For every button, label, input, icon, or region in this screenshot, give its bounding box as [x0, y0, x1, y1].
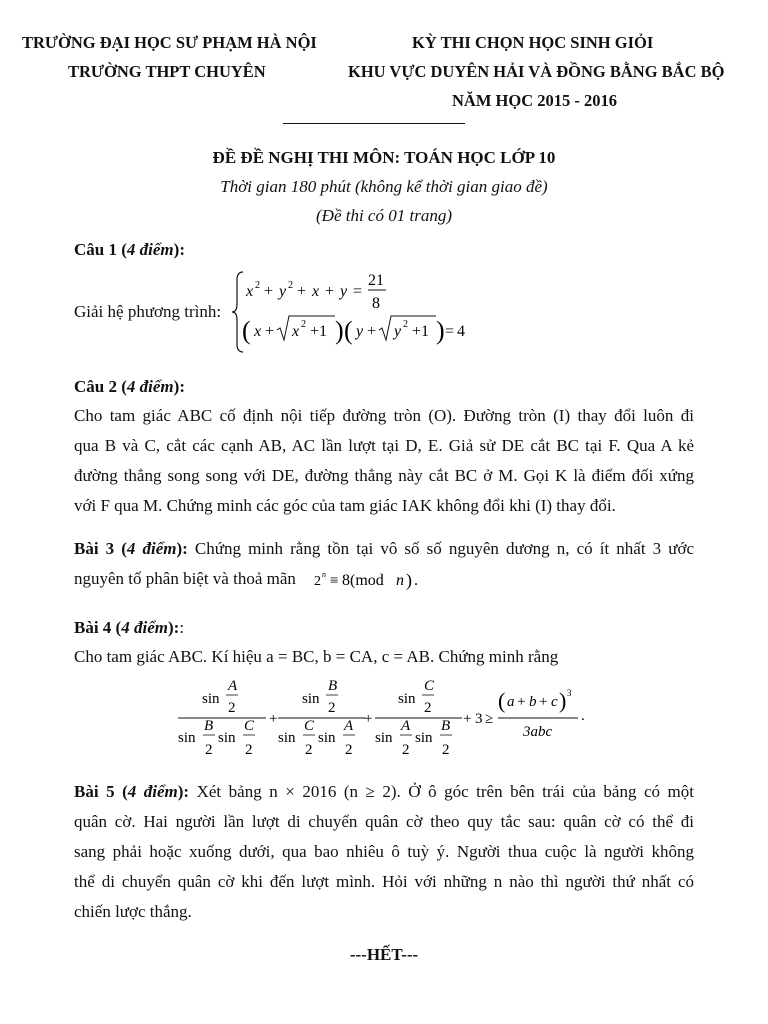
svg-text:sin: sin [318, 730, 336, 746]
svg-text:+: + [325, 283, 335, 300]
svg-text:y: y [356, 323, 364, 340]
svg-text:2: 2 [255, 280, 260, 291]
svg-text:+: + [463, 711, 472, 727]
svg-text:sin: sin [375, 730, 393, 746]
svg-text:sin: sin [218, 730, 236, 746]
svg-text:x: x [312, 283, 320, 300]
q2-body [74, 401, 694, 521]
svg-text:sin: sin [302, 691, 320, 707]
q5-line-1: Bài 5 (4 điểm): Xét bảng n × 2016 (n ≥ 2). Ở ô góc trên bên trái của bảng có một [74, 782, 694, 801]
svg-text:+: + [364, 711, 373, 727]
svg-text:b: b [529, 694, 537, 710]
svg-text:2: 2 [228, 700, 236, 716]
svg-text:2: 2 [345, 742, 353, 758]
svg-text:n: n [322, 570, 326, 579]
svg-text:2: 2 [314, 574, 321, 589]
q3-body [74, 534, 694, 564]
svg-text:+: + [264, 283, 274, 300]
svg-text:2: 2 [205, 742, 213, 758]
q1-lead: Giải hệ phương trình: [74, 302, 222, 321]
svg-text:C: C [244, 718, 255, 734]
svg-text:≥: ≥ [485, 711, 494, 727]
svg-text:=: = [445, 323, 455, 340]
svg-text:): ) [406, 570, 412, 590]
svg-text:2: 2 [424, 700, 432, 716]
q5-line-3: sang phải hoặc xuống dưới, qua bao nhiêu ô tuỳ ý. Người thua cuộc là người không [74, 842, 694, 861]
end-mark: ---HẾT--- [349, 945, 419, 964]
q2-line-3: đường thẳng song song với DE, đường thẳng này cắt BC ở M. Gọi K là điểm đối xứng [74, 466, 694, 485]
school-subname: TRƯỜNG THPT CHUYÊN [68, 62, 266, 81]
exam-title: ĐỀ ĐỀ NGHỊ THI MÔN: TOÁN HỌC LỚP 10 [212, 148, 556, 167]
header-divider [283, 123, 465, 124]
svg-text:2: 2 [328, 700, 336, 716]
svg-text:B: B [441, 718, 451, 734]
q3-formula [312, 566, 422, 592]
svg-text:+1: +1 [310, 323, 328, 340]
exam-time: Thời gian 180 phút (không kể thời gian giao đề) [220, 177, 548, 196]
svg-text:2: 2 [245, 742, 253, 758]
svg-text:(: ( [242, 316, 251, 345]
svg-text:): ) [436, 316, 445, 345]
q1-heading: Câu 1 (4 điểm): [74, 240, 185, 259]
svg-text:x: x [292, 323, 300, 340]
q2-heading: Câu 2 (4 điểm): [74, 377, 185, 396]
svg-text:C: C [304, 718, 315, 734]
q5-line-5: chiến lược thắng. [74, 902, 192, 921]
svg-text:sin: sin [398, 691, 416, 707]
exam-page-count: (Đề thi có 01 trang) [316, 206, 452, 225]
q4-line-1: Cho tam giác ABC. Kí hiệu a = BC, b = CA, c = AB. Chứng minh rằng [74, 647, 559, 666]
q3-line-1: Bài 3 (4 điểm): Chứng minh rằng tồn tại vô số số nguyên dương n, có ít nhất 3 ước [74, 539, 694, 558]
svg-text:x: x [246, 283, 254, 300]
q5-line-2: quân cờ. Hai người lần lượt di chuyển quân cờ theo quy tắc sau: quân cờ có thể đi [74, 812, 694, 831]
svg-text:+: + [269, 711, 278, 727]
svg-text:+: + [297, 283, 307, 300]
q2-line-2: qua B và C, cắt các cạnh AB, AC lần lượt tại D, E. Giả sử DE cắt BC tại F. Qua A kẻ [74, 436, 694, 455]
svg-text:+: + [367, 323, 377, 340]
svg-text:): ) [559, 688, 567, 713]
q3-formula-n: n [396, 572, 404, 589]
svg-text:sin: sin [178, 730, 196, 746]
q4-rhs-const: 3 [475, 711, 483, 727]
svg-text:y: y [394, 323, 402, 340]
svg-text:C: C [424, 678, 435, 694]
q1-eq2-rhs: 4 [457, 323, 465, 340]
svg-text:(: ( [344, 316, 353, 345]
svg-text:(: ( [498, 688, 506, 713]
svg-text:sin: sin [202, 691, 220, 707]
svg-text:3: 3 [567, 688, 572, 698]
q1-system-equation [232, 268, 472, 356]
svg-text:2: 2 [442, 742, 450, 758]
school-name: TRƯỜNG ĐẠI HỌC SƯ PHẠM HÀ NỘI [22, 33, 317, 52]
exam-region: KHU VỰC DUYÊN HẢI VÀ ĐỒNG BẰNG BẮC BỘ [348, 62, 725, 81]
svg-text:sin: sin [278, 730, 296, 746]
q3-formula-mod: 8(mod [342, 572, 384, 589]
svg-text:+: + [539, 694, 548, 710]
svg-text:.: . [581, 708, 585, 724]
svg-text:B: B [328, 678, 338, 694]
svg-text:y: y [279, 283, 287, 300]
q4-inequality [176, 674, 596, 764]
q5-line-4: thể di chuyển quân cờ khi đến lượt mình. Hỏi với những n nào thì người thứ nhất có [74, 872, 694, 891]
q4-heading: Bài 4 (4 điểm):: [74, 618, 185, 637]
q3-line-2: nguyên tố phân biệt và thoả mãn [74, 569, 296, 588]
svg-text:c: c [551, 694, 558, 710]
q3-end: . [414, 572, 418, 589]
svg-text:+: + [517, 694, 526, 710]
q4-rhs-den: 3abc [523, 724, 553, 740]
svg-text:A: A [401, 718, 411, 734]
svg-text:A: A [344, 718, 354, 734]
school-year: NĂM HỌC 2015 - 2016 [452, 91, 617, 110]
q5-body [74, 777, 694, 927]
svg-text:+1: +1 [412, 323, 430, 340]
svg-text:B: B [204, 718, 214, 734]
svg-text:≡: ≡ [330, 573, 339, 589]
svg-text:+: + [265, 323, 275, 340]
svg-text:2: 2 [288, 280, 293, 291]
svg-text:=: = [353, 283, 363, 300]
svg-text:): ) [335, 316, 344, 345]
q1-eq1-den: 8 [372, 295, 380, 312]
q1-eq1-num: 21 [368, 272, 384, 289]
svg-text:2: 2 [301, 319, 306, 330]
svg-text:x: x [254, 323, 262, 340]
svg-text:y: y [340, 283, 348, 300]
svg-text:A: A [228, 678, 238, 694]
svg-text:2: 2 [402, 742, 410, 758]
q2-line-4: với F qua M. Chứng minh các góc của tam giác IAK không đổi khi (I) thay đổi. [74, 496, 616, 515]
svg-text:a: a [507, 694, 515, 710]
svg-text:2: 2 [403, 319, 408, 330]
q2-line-1: Cho tam giác ABC cố định nội tiếp đường tròn (O). Đường tròn (I) thay đổi luôn đi [74, 406, 694, 425]
svg-text:2: 2 [305, 742, 313, 758]
exam-name: KỲ THI CHỌN HỌC SINH GIỎI [412, 33, 654, 52]
svg-text:sin: sin [415, 730, 433, 746]
